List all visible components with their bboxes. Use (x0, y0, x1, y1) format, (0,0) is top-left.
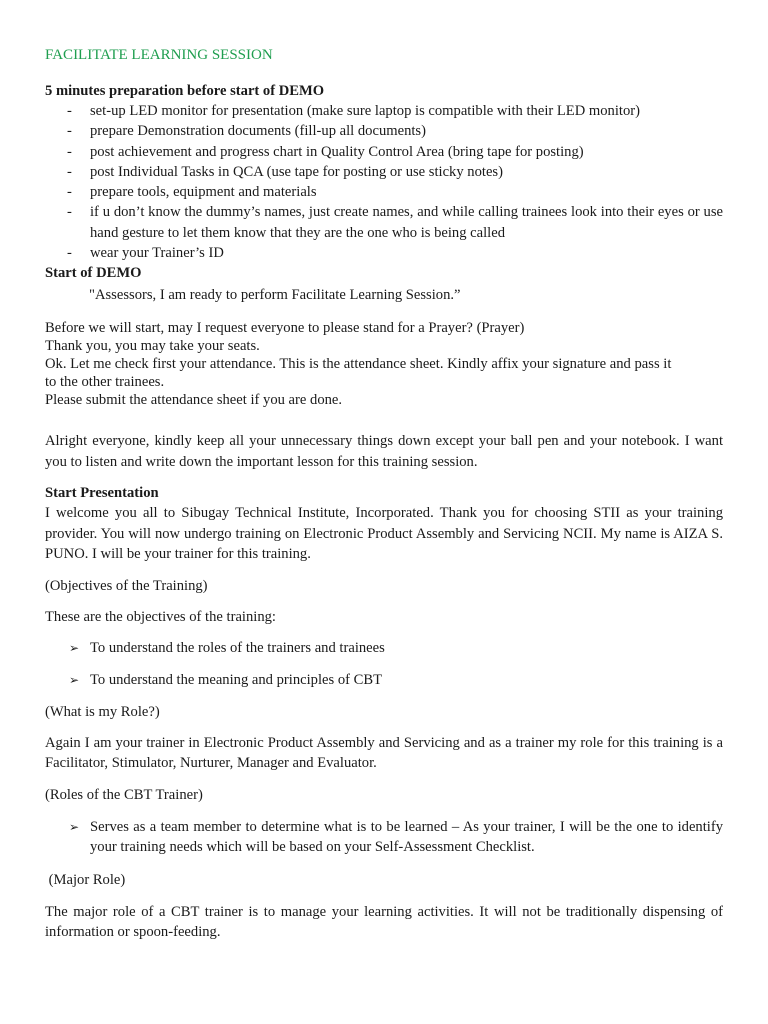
list-item: - wear your Trainer’s ID (45, 243, 723, 263)
list-item: ➢ Serves as a team member to determine what is to be learned – As your trainer, I will be the one to identify your training needs which will be based on your Self-Assessment Checklist. (69, 818, 723, 856)
major-role-label: (Major Role) (45, 871, 126, 888)
arrow-bullet-icon: ➢ (69, 673, 80, 688)
document-title: FACILITATE LEARNING SESSION (45, 47, 273, 63)
intro-line: Thank you, you may take your seats. (45, 338, 260, 355)
list-item: - prepare tools, equipment and materials (45, 182, 723, 202)
dash-bullet: - (67, 245, 72, 262)
objectives-label: (Objectives of the Training) (45, 577, 208, 594)
prep-list (45, 101, 723, 263)
dash-bullet: - (67, 163, 72, 180)
list-item: - post achievement and progress chart in Quality Control Area (bring tape for posting) (45, 142, 723, 162)
arrow-bullet-icon: ➢ (69, 640, 80, 655)
assessor-quote: "Assessors, I am ready to perform Facilitate Learning Session.” (89, 287, 461, 304)
major-role-paragraph: The major role of a CBT trainer is to manage your learning activities. It will not be traditionally dispensing of information or spoon-feeding. (45, 903, 723, 941)
intro-line: Before we will start, may I request everyone to please stand for a Prayer? (Prayer) (45, 320, 525, 337)
role-paragraph: Again I am your trainer in Electronic Product Assembly and Servicing and as a trainer my role for this training is a Facilitator, Stimulator, Nurturer, Manager and Evaluator. (45, 734, 723, 772)
dash-bullet: - (67, 184, 72, 201)
objectives-intro: These are the objectives of the training: (45, 608, 276, 625)
dash-bullet: - (67, 123, 72, 140)
start-presentation-heading: Start Presentation (45, 485, 159, 502)
welcome-paragraph: I welcome you all to Sibugay Technical Institute, Incorporated. Thank you for choosing STII as your training provider. You will now undergo training on Electronic Product Assembly and Servicing NCII. My name is AIZA S. PUNO. I will be your trainer for this training. (45, 505, 723, 563)
list-item: - set-up LED monitor for presentation (make sure laptop is compatible with their LED monitor) (45, 101, 723, 121)
intro-line: Please submit the attendance sheet if you are done. (45, 392, 343, 409)
prep-heading: 5 minutes preparation before start of DEMO (45, 83, 325, 99)
start-demo-heading: Start of DEMO (45, 265, 142, 282)
list-item: ➢ To understand the roles of the trainers and trainees (45, 638, 723, 659)
arrow-bullet-icon: ➢ (69, 819, 80, 834)
intro-line: Ok. Let me check first your attendance. This is the attendance sheet. Kindly affix your signature and pass it (45, 356, 672, 373)
role-label: (What is my Role?) (45, 703, 160, 720)
list-item: - post Individual Tasks in QCA (use tape for posting or use sticky notes) (45, 162, 723, 182)
cbt-roles-list (45, 817, 723, 858)
dash-bullet: - (67, 143, 72, 160)
list-item: - prepare Demonstration documents (fill-up all documents) (45, 121, 723, 141)
dash-bullet: - (67, 103, 72, 119)
list-item: - if u don’t know the dummy’s names, just create names, and while calling trainees look into their eyes or use hand gesture to let them know that they are the one who is being called (67, 204, 723, 241)
cbt-roles-label: (Roles of the CBT Trainer) (45, 786, 203, 803)
alright-paragraph: Alright everyone, kindly keep all your unnecessary things down except your ball pen and your notebook. I want you to listen and write down the important lesson for this training session. (45, 433, 723, 470)
objectives-list (45, 638, 723, 691)
intro-line: to the other trainees. (45, 374, 165, 391)
document-page (45, 44, 723, 943)
list-item: ➢ To understand the meaning and principles of CBT (45, 670, 723, 691)
dash-bullet: - (67, 204, 72, 221)
